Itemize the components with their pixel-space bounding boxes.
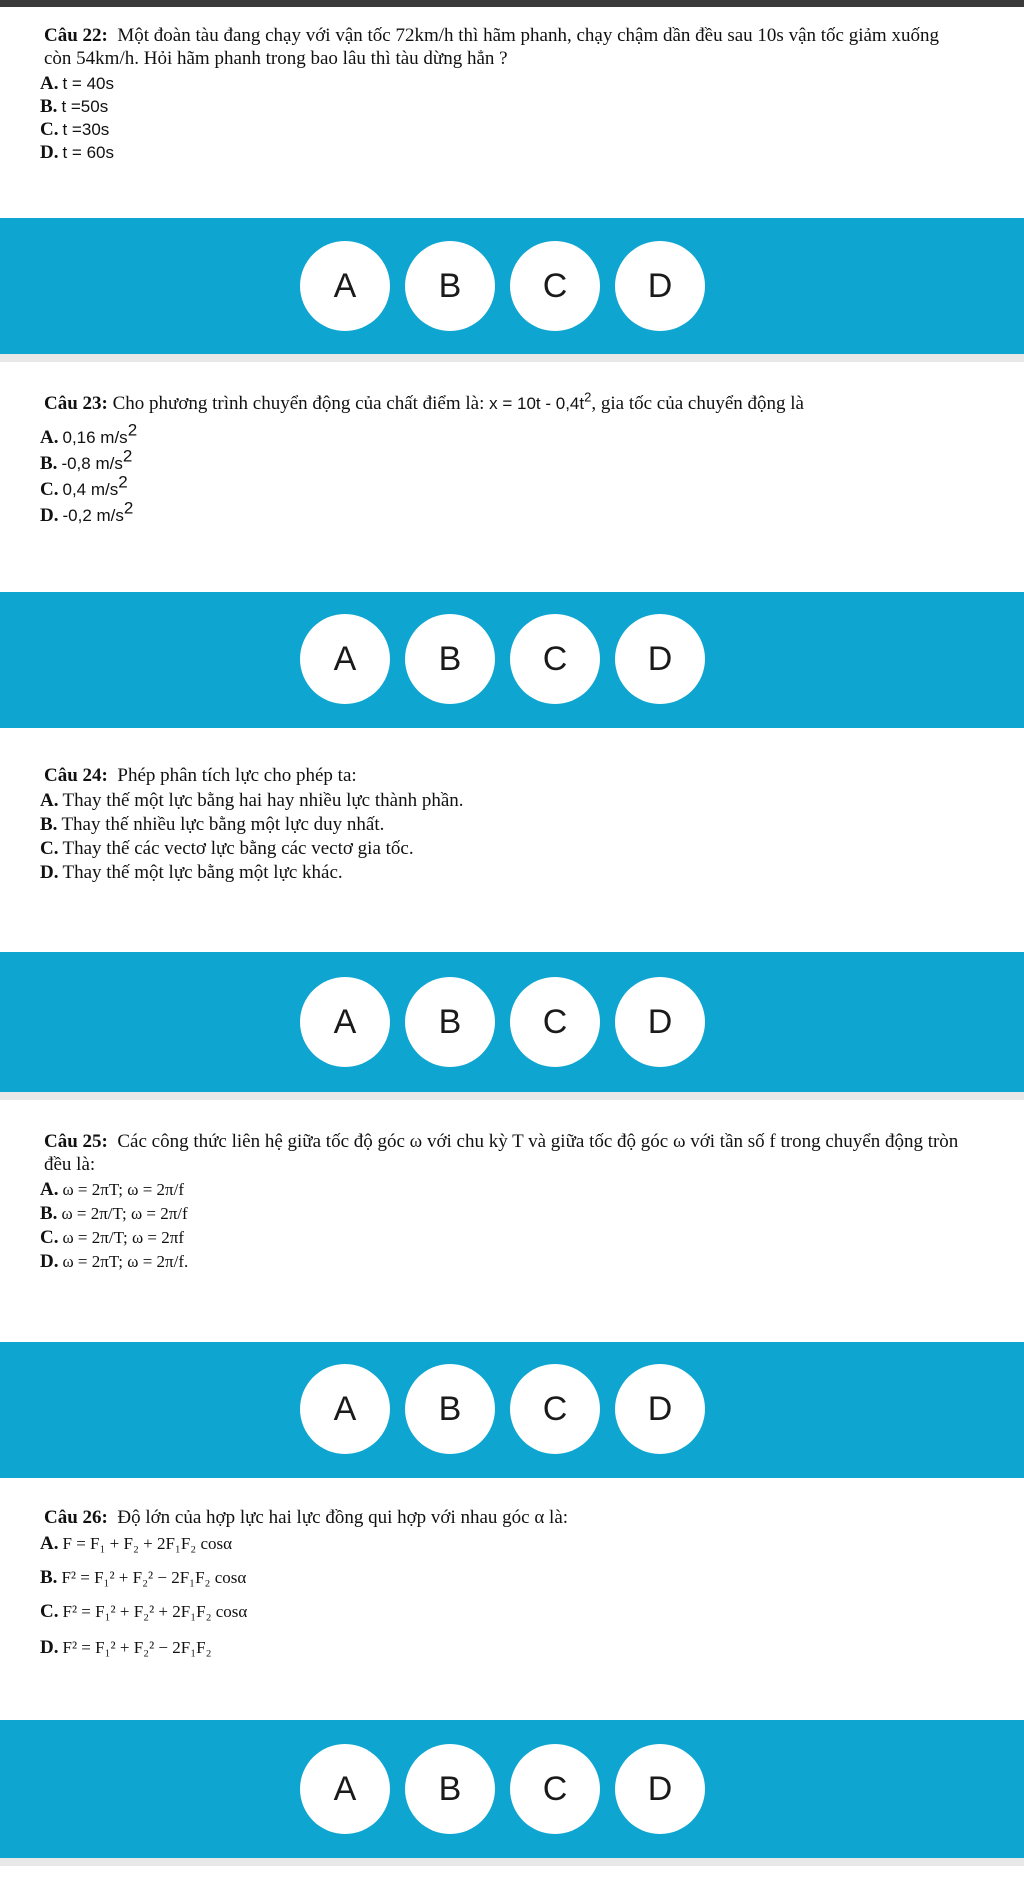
q25-option-d: D. ω = 2πT; ω = 2π/f.	[40, 1251, 189, 1272]
question-body: Các công thức liên hệ giữa tốc độ góc ω với chu kỳ T và giữa tốc độ góc ω với tần số f trong chuyển động tròn đều là:	[44, 1131, 959, 1175]
question-body: Phép phân tích lực cho phép ta:	[117, 765, 357, 786]
q26-answer-b-button[interactable]: B	[405, 1744, 495, 1834]
top-bar	[0, 0, 1024, 7]
divider	[0, 1092, 1024, 1100]
q26-option-a: A. F = F₁ + F₂ + 2F₁F₂ cosα	[40, 1533, 233, 1554]
q22-answer-a-button[interactable]: A	[300, 241, 390, 331]
q23-option-c: C. 0,4 $m/s^2$	[40, 472, 128, 500]
question-number: Câu 23:	[44, 393, 108, 414]
q23-answer-c-button[interactable]: C	[510, 614, 600, 704]
q22-option-b: B. t =50s	[40, 96, 109, 117]
divider	[0, 1858, 1024, 1866]
q24-option-a: A. Thay thế một lực bằng hai hay nhiều lực thành phần.	[40, 790, 464, 811]
q22-option-c: C. t =30s	[40, 119, 110, 140]
q26-answer-a-button[interactable]: A	[300, 1744, 390, 1834]
q22-answer-d-button[interactable]: D	[615, 241, 705, 331]
question-25-text	[44, 1130, 964, 1176]
q22-answer-c-button[interactable]: C	[510, 241, 600, 331]
q23-option-b: B. -0,8 $m/s^2$	[40, 446, 133, 474]
question-body: Độ lớn của hợp lực hai lực đồng qui hợp với nhau góc α là:	[117, 1507, 569, 1528]
question-body-end: , gia tốc của chuyển động là	[591, 393, 804, 414]
q25-answer-c-button[interactable]: C	[510, 1364, 600, 1454]
q25-answer-d-button[interactable]: D	[615, 1364, 705, 1454]
question-26-text	[44, 1506, 964, 1529]
question-22-text	[44, 24, 964, 70]
question-formula: x = 10t - 0,4t	[489, 394, 585, 413]
question-23-text	[44, 389, 964, 415]
formula-exponent: 2	[584, 389, 592, 405]
q24-answer-a-button[interactable]: A	[300, 977, 390, 1067]
question-number: Câu 25:	[44, 1131, 108, 1152]
q22-answer-panel	[0, 218, 1024, 354]
question-number: Câu 26:	[44, 1507, 108, 1528]
q23-option-a: A. 0,16 $m/s^2$	[40, 420, 138, 448]
q26-option-c: C. F² = F₁² + F₂² + 2F₁F₂ cosα	[40, 1601, 248, 1622]
q26-answer-c-button[interactable]: C	[510, 1744, 600, 1834]
q26-option-d: D. F² = F₁² + F₂² − 2F₁F₂	[40, 1637, 212, 1658]
q25-option-b: B. ω = 2π/T; ω = 2π/f	[40, 1203, 188, 1224]
q22-option-a: A. t = 40s	[40, 73, 114, 94]
q24-option-b: B. Thay thế nhiều lực bằng một lực duy nhất.	[40, 814, 385, 835]
question-24-text	[44, 764, 964, 787]
q23-option-d: D. -0,2 $m/s^2$	[40, 498, 134, 526]
q26-answer-panel	[0, 1720, 1024, 1858]
q25-option-a: A. ω = 2πT; ω = 2π/f	[40, 1179, 185, 1200]
question-body: Cho phương trình chuyển động của chất điểm là:	[112, 393, 490, 414]
divider	[0, 354, 1024, 362]
question-body: Một đoàn tàu đang chạy với vận tốc 72km/h thì hãm phanh, chạy chậm dần đều sau 10s vận tốc giảm xuống còn 54km/h. Hỏi hãm phanh trong bao lâu thì tàu dừng hẳn ?	[44, 25, 939, 69]
q24-option-c: C. Thay thế các vectơ lực bằng các vectơ gia tốc.	[40, 838, 414, 859]
q24-option-d: D. Thay thế một lực bằng một lực khác.	[40, 862, 343, 883]
q24-answer-c-button[interactable]: C	[510, 977, 600, 1067]
q25-answer-a-button[interactable]: A	[300, 1364, 390, 1454]
q22-answer-b-button[interactable]: B	[405, 241, 495, 331]
question-number: Câu 22:	[44, 25, 108, 46]
q23-answer-panel	[0, 592, 1024, 728]
q26-answer-d-button[interactable]: D	[615, 1744, 705, 1834]
q23-answer-d-button[interactable]: D	[615, 614, 705, 704]
q24-answer-panel	[0, 952, 1024, 1092]
q25-answer-b-button[interactable]: B	[405, 1364, 495, 1454]
q23-answer-a-button[interactable]: A	[300, 614, 390, 704]
q25-option-c: C. ω = 2π/T; ω = 2πf	[40, 1227, 185, 1248]
q26-option-b: B. F² = F₁² + F₂² − 2F₁F₂ cosα	[40, 1567, 247, 1588]
question-number: Câu 24:	[44, 765, 108, 786]
q24-answer-d-button[interactable]: D	[615, 977, 705, 1067]
q25-answer-panel	[0, 1342, 1024, 1478]
q24-answer-b-button[interactable]: B	[405, 977, 495, 1067]
q22-option-d: D. t = 60s	[40, 142, 114, 163]
q23-answer-b-button[interactable]: B	[405, 614, 495, 704]
